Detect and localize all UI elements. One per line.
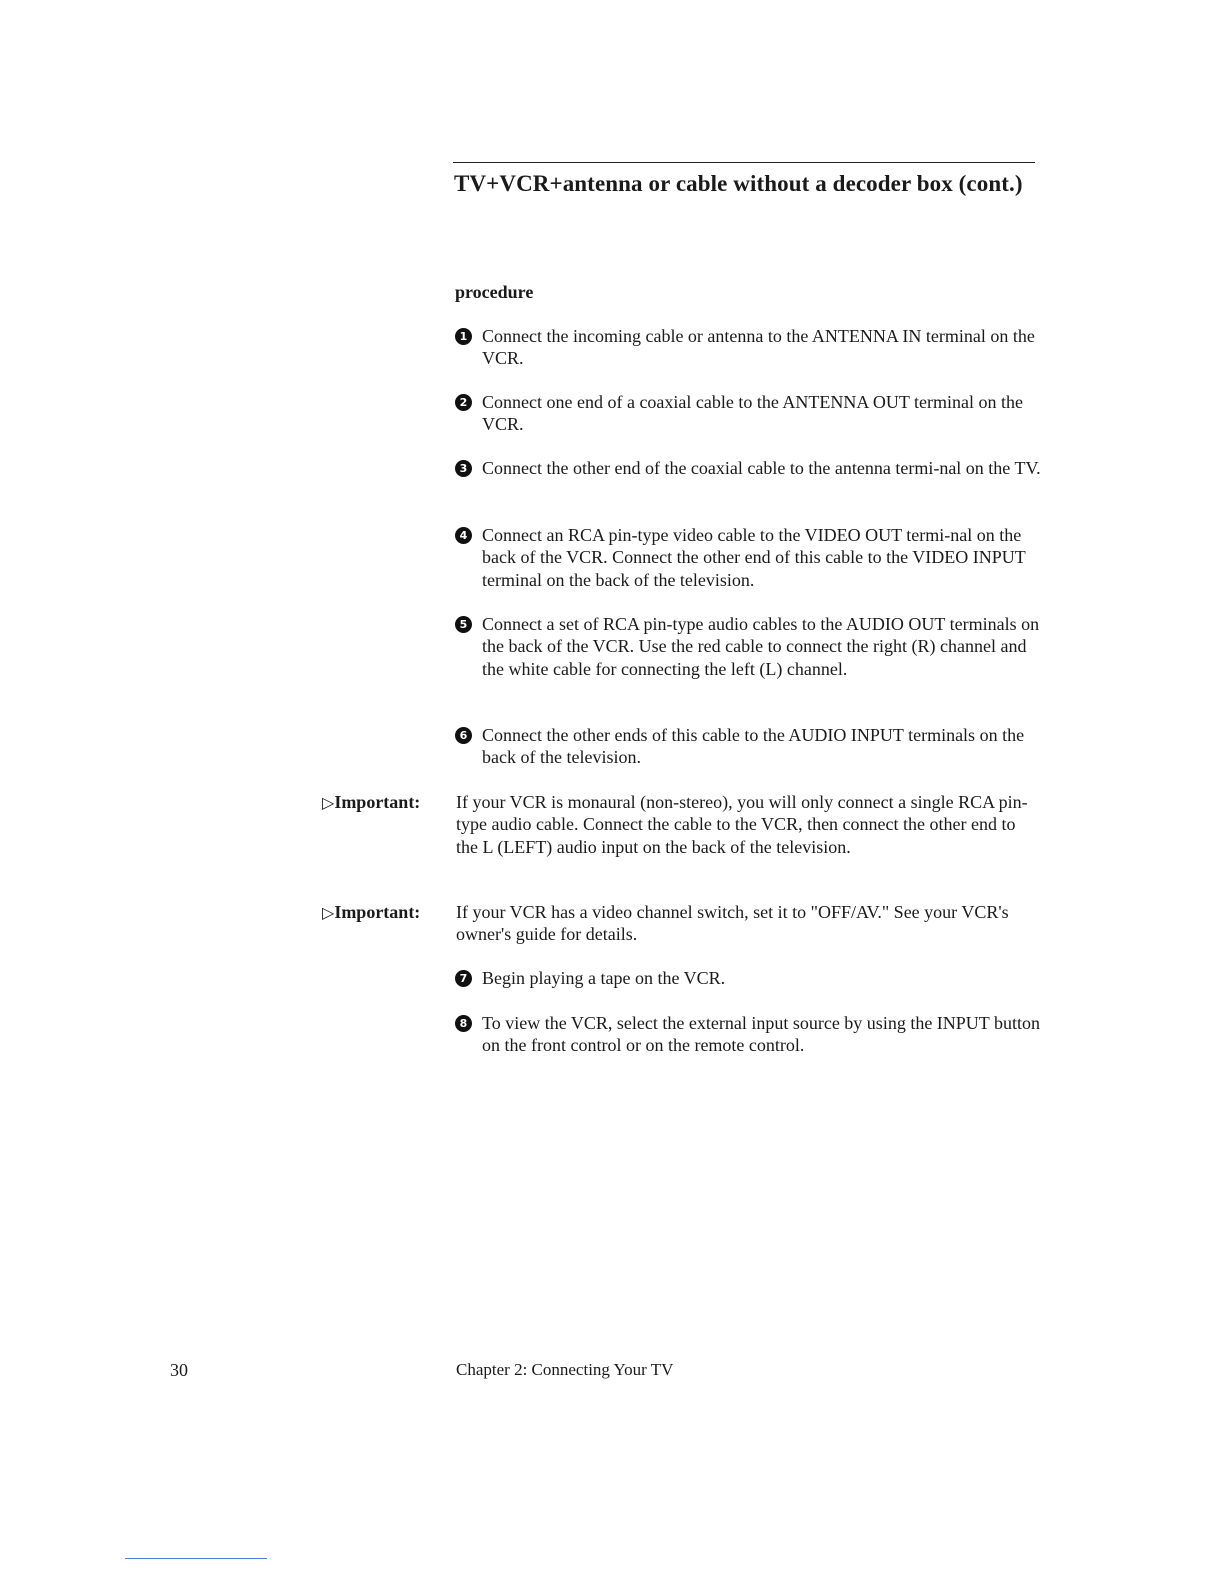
page-title: TV+VCR+antenna or cable without a decoder box (cont.) bbox=[454, 171, 1023, 196]
step-text: Connect one end of a coaxial cable to the ANTENNA OUT terminal on the VCR. bbox=[482, 392, 1024, 435]
note-text: If your VCR is monaural (non-stereo), you will only connect a single RCA pin-type audio cable. Connect the cable to the VCR, then connect the other end to the L (LEFT) audio input on the back of the television. bbox=[456, 792, 1028, 857]
step-number-icon: 8 bbox=[455, 1015, 472, 1032]
important-label: ▷Important: bbox=[322, 792, 421, 812]
step-text: Connect the other end of the coaxial cable to the antenna termi-nal on the TV. bbox=[482, 458, 1041, 478]
step-text: Connect the other ends of this cable to the AUDIO INPUT terminals on the back of the television. bbox=[482, 725, 1025, 768]
chapter-footer: Chapter 2: Connecting Your TV bbox=[456, 1360, 674, 1379]
step-number-icon: 4 bbox=[455, 527, 472, 544]
note-text: If your VCR has a video channel switch, set it to "OFF/AV." See your VCR's owner's guide for details. bbox=[456, 902, 1009, 945]
heading-rule bbox=[453, 162, 1035, 163]
step-text: Connect the incoming cable or antenna to the ANTENNA IN terminal on the VCR. bbox=[482, 326, 1035, 369]
triangle-right-icon: ▷ bbox=[322, 903, 335, 922]
step-number-icon: 1 bbox=[455, 328, 472, 345]
step-number-icon: 5 bbox=[455, 616, 472, 633]
page-number: 30 bbox=[170, 1360, 188, 1380]
step-text: Connect a set of RCA pin-type audio cables to the AUDIO OUT terminals on the back of the VCR. Use the red cable to connect the right (R) channel and the white cable for connecting the left (L) channel. bbox=[482, 614, 1040, 679]
step-text: Begin playing a tape on the VCR. bbox=[482, 968, 726, 988]
scan-edge-line bbox=[125, 1558, 267, 1559]
section-heading: procedure bbox=[455, 282, 534, 302]
step-number-icon: 3 bbox=[455, 460, 472, 477]
step-text: Connect an RCA pin-type video cable to the VIDEO OUT termi-nal on the back of the VCR. Connect the other end of this cable to the VIDEO INPUT terminal on the back of the television. bbox=[482, 525, 1026, 590]
step-number-icon: 6 bbox=[455, 727, 472, 744]
triangle-right-icon: ▷ bbox=[322, 793, 335, 812]
step-number-icon: 7 bbox=[455, 970, 472, 987]
step-number-icon: 2 bbox=[455, 394, 472, 411]
important-label: ▷Important: bbox=[322, 902, 421, 922]
step-text: To view the VCR, select the external input source by using the INPUT button on the front control or on the remote control. bbox=[482, 1013, 1040, 1056]
